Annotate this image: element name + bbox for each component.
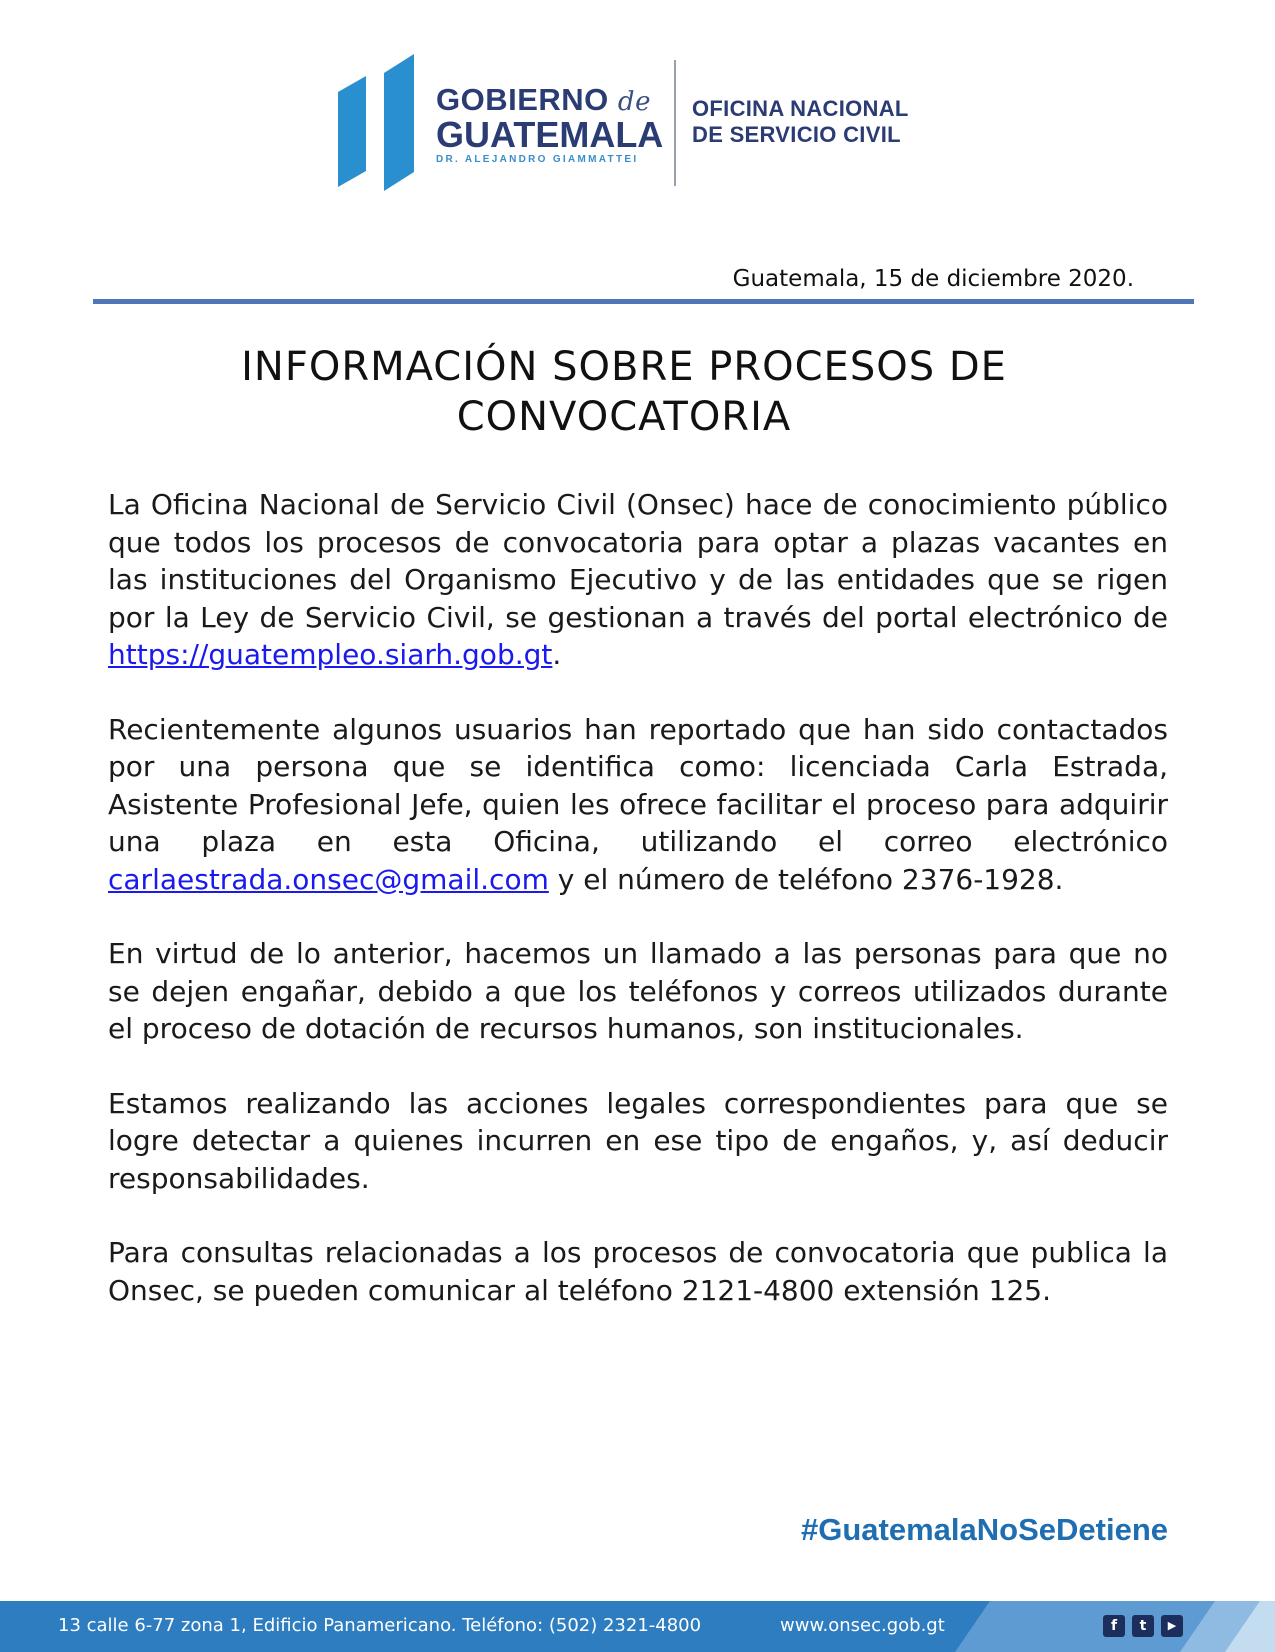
youtube-icon[interactable]: ▶: [1161, 1615, 1183, 1637]
footer-bar: [0, 1601, 1275, 1652]
header-logo: [338, 54, 938, 200]
document-body: [108, 486, 1168, 1346]
page-title: INFORMACIÓN SOBRE PROCESOS DE CONVOCATORIA: [241, 344, 1007, 440]
gobierno-line: GOBIERNO de: [436, 82, 651, 117]
email-link[interactable]: carlaestrada.onsec@gmail.com: [108, 862, 549, 896]
office-name: OFICINA NACIONAL DE SERVICIO CIVIL: [692, 96, 909, 147]
hashtag: #GuatemalaNoSeDetiene: [801, 1512, 1168, 1547]
gobierno-wordmark: [436, 82, 664, 165]
paragraph-1: La Oficina Nacional de Servicio Civil (Onsec) hace de conocimiento público que todos los procesos de convocatoria para optar a plazas vacantes en las instituciones del Organismo Ejecutivo y de las entidades que se rigen por la Ley de Servicio Civil, se gestionan a través del portal electrónico de https://guatempleo.siarh.gob.gt.: [108, 488, 1168, 671]
document-date: Guatemala, 15 de diciembre 2020.: [732, 266, 1134, 292]
paragraph-3: En virtud de lo anterior, hacemos un llamado a las personas para que no se dejen engañar, debido a que los teléfonos y correos utilizados durante el proceso de dotación de recursos humanos, son institucionales.: [108, 937, 1168, 1045]
guatemala-line: GUATEMALA: [436, 114, 664, 155]
header-rule: [93, 299, 1194, 304]
paragraph-4: Estamos realizando las acciones legales correspondientes para que se logre detectar a quienes incurren en ese tipo de engaños, y, así deducir responsabilidades.: [108, 1086, 1168, 1195]
footer-website-link[interactable]: www.onsec.gob.gt: [780, 1615, 945, 1636]
twitter-icon[interactable]: t: [1132, 1615, 1154, 1637]
facebook-icon[interactable]: f: [1103, 1615, 1125, 1637]
paragraph-2: Recientemente algunos usuarios han reportado que han sido contactados por una persona que se identifica como: licenciada Carla Estrada, Asistente Profesional Jefe, quien les ofrece facilitar el proceso para adquirir una plaza en esta Oficina, utilizando el correo electrónico carlaestrada.onsec@gmail.com y el número de teléfono 2376-1928.: [108, 712, 1168, 896]
guatempleo-link[interactable]: https://guatempleo.siarh.gob.gt: [108, 638, 553, 671]
footer-address: 13 calle 6-77 zona 1, Edificio Panamericano. Teléfono: (502) 2321-4800: [58, 1615, 702, 1636]
president-name: DR. ALEJANDRO GIAMMATTEI: [436, 154, 639, 165]
logo-divider: [674, 60, 676, 186]
guatemala-bars-logo-icon: [338, 54, 418, 194]
paragraph-5: Para consultas relacionadas a los procesos de convocatoria que publica la Onsec, se pueden comunicar al teléfono 2121-4800 extensión 125.: [108, 1236, 1168, 1307]
